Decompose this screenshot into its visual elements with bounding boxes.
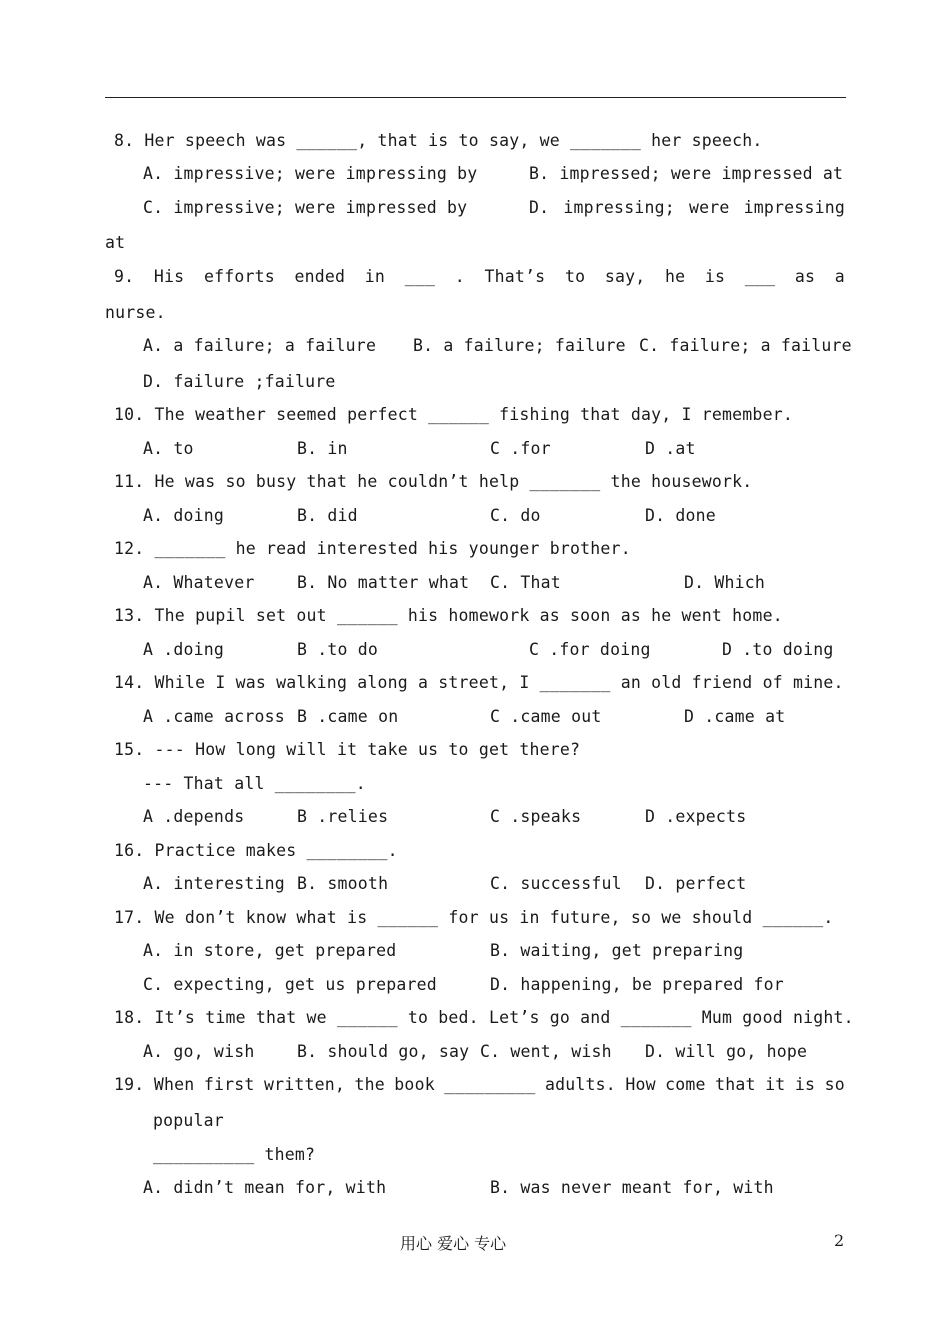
q9-option-a: A. a failure; a failure [143, 336, 377, 355]
q11-option-a: A. doing [143, 506, 225, 525]
q12-option-b: B. No matter what [297, 573, 470, 592]
q17-stem: 17. We don’t know what is ______ for us in future, so we should ______. [114, 908, 834, 927]
q18-stem: 18. It’s time that we ______ to bed. Let’s go and _______ Mum good night. [114, 1008, 854, 1027]
q19-stem-line3: __________ them? [153, 1145, 316, 1164]
q10-option-c: C .for [490, 439, 551, 458]
q12-stem: 12. _______ he read interested his younger brother. [114, 539, 631, 558]
q13-option-a: A .doing [143, 640, 225, 659]
q12-option-a: A. Whatever [143, 573, 255, 592]
header-rule [105, 97, 846, 98]
page-number: 2 [834, 1231, 845, 1250]
q15-option-c: C .speaks [490, 807, 582, 826]
q9-stem: 9. His efforts ended in ___ . That’s to say, he is ___ as a [114, 267, 845, 286]
q15-option-d: D .expects [645, 807, 747, 826]
q11-stem: 11. He was so busy that he couldn’t help _______ the housework. [114, 472, 753, 491]
q13-option-b: B .to do [297, 640, 379, 659]
q16-stem: 16. Practice makes ________. [114, 841, 398, 860]
q17-option-c: C. expecting, get us prepared [143, 975, 437, 994]
q14-option-d: D .came at [684, 707, 786, 726]
q13-option-d: D .to doing [722, 640, 834, 659]
q17-option-d: D. happening, be prepared for [490, 975, 784, 994]
q11-option-c: C. do [490, 506, 541, 525]
q14-stem: 14. While I was walking along a street, I _______ an old friend of mine. [114, 673, 844, 692]
q15-option-b: B .relies [297, 807, 389, 826]
q16-option-c: C. successful [490, 874, 622, 893]
q18-option-c: C. went, wish [480, 1042, 612, 1061]
q16-option-a: A. interesting [143, 874, 285, 893]
q10-option-d: D .at [645, 439, 696, 458]
q8-option-a: A. impressive; were impressing by [143, 164, 478, 183]
q19-stem: 19. When first written, the book _________ adults. How come that it is so [114, 1075, 845, 1094]
q11-option-b: B. did [297, 506, 358, 525]
q15-stem-reply: --- That all ________. [143, 774, 366, 793]
q8-option-b: B. impressed; were impressed at [529, 164, 844, 183]
q10-stem: 10. The weather seemed perfect ______ fishing that day, I remember. [114, 405, 793, 424]
q10-option-a: A. to [143, 439, 194, 458]
q9-stem-wrap: nurse. [105, 303, 166, 322]
q14-option-c: C .came out [490, 707, 602, 726]
q19-option-a: A. didn’t mean for, with [143, 1178, 387, 1197]
q8-option-d-wrap: at [105, 233, 126, 252]
q12-option-d: D. Which [684, 573, 766, 592]
q14-option-a: A .came across [143, 707, 285, 726]
q8-option-c: C. impressive; were impressed by [143, 198, 468, 217]
q19-option-b: B. was never meant for, with [490, 1178, 774, 1197]
q18-option-b: B. should go, say [297, 1042, 470, 1061]
q8-stem: 8. Her speech was ______, that is to say, we _______ her speech. [114, 131, 763, 150]
q15-option-a: A .depends [143, 807, 245, 826]
page-footer: 用心 爱心 专心 [400, 1234, 507, 1253]
q9-option-c: C. failure; a failure [639, 336, 852, 355]
q13-stem: 13. The pupil set out ______ his homework as soon as he went home. [114, 606, 783, 625]
q12-option-c: C. That [490, 573, 561, 592]
q16-option-d: D. perfect [645, 874, 747, 893]
q11-option-d: D. done [645, 506, 716, 525]
q17-option-a: A. in store, get prepared [143, 941, 397, 960]
q14-option-b: B .came on [297, 707, 399, 726]
q18-option-d: D. will go, hope [645, 1042, 808, 1061]
q9-option-d: D. failure ;failure [143, 372, 336, 391]
q10-option-b: B. in [297, 439, 348, 458]
q15-stem: 15. --- How long will it take us to get there? [114, 740, 581, 759]
q16-option-b: B. smooth [297, 874, 389, 893]
q9-option-b: B. a failure; failure [413, 336, 626, 355]
q18-option-a: A. go, wish [143, 1042, 255, 1061]
q8-option-d: D. impressing; were impressing [529, 198, 845, 217]
q13-option-c: C .for doing [529, 640, 651, 659]
q17-option-b: B. waiting, get preparing [490, 941, 744, 960]
q19-stem-wrap: popular [153, 1111, 224, 1130]
